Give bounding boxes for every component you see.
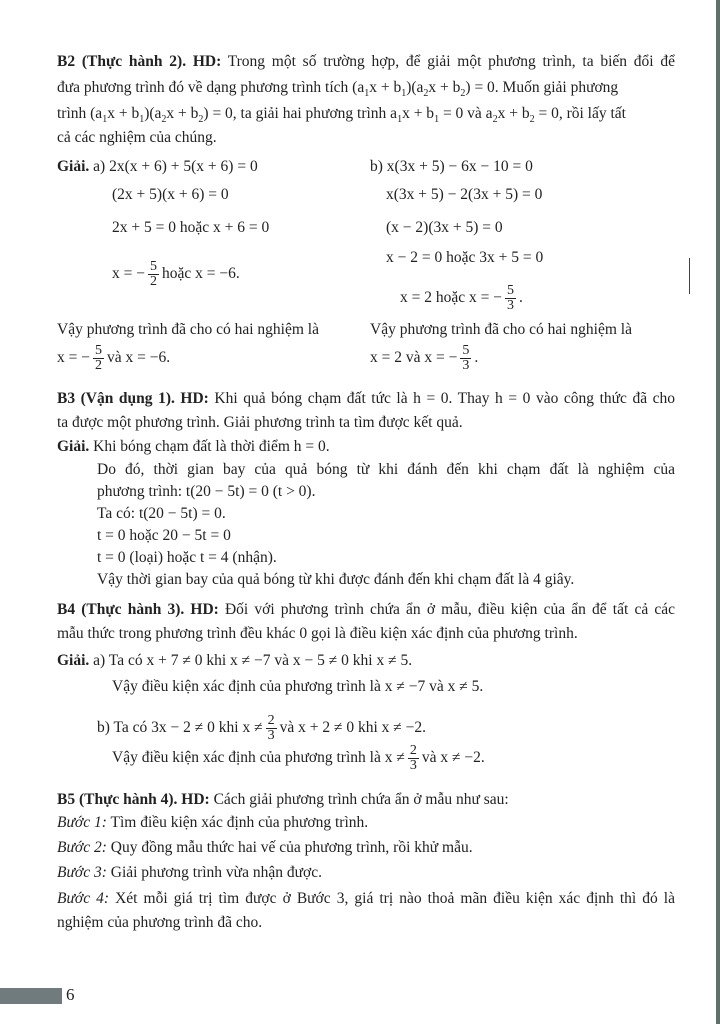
b2-line-2: đưa phương trình đó về dạng phương trình tích $(a_1x + b_1)(a_2x + b_2) = 0$. Muốn giải phương: [57, 79, 619, 100]
b3-solution-line-2: Do đó, thời gian bay của quả bóng từ khi đánh đến khi chạm đất là nghiệm của: [97, 461, 675, 478]
b5-line-1: B5 (Thực hành 4). HD: Cách giải phương trình chứa ẩn ở mẫu như sau:: [57, 791, 509, 808]
b3-solution-line-6: t = 0 (loại) hoặc t = 4 (nhận).: [97, 549, 277, 566]
b2-conclusion-b-line-1: Vậy phương trình đã cho có hai nghiệm là: [370, 321, 632, 338]
b3-heading: B3 (Vận dụng 1). HD:: [57, 390, 209, 407]
b3-solution-line-3: phương trình: t(20 − 5t) = 0 (t > 0).: [97, 483, 316, 500]
fraction: $\frac{2}{3}$: [409, 742, 417, 773]
b2-solution-b-line-2: x(3x + 5) − 2(3x + 5) = 0: [386, 186, 543, 203]
fraction: $\frac{5}{3}$: [462, 342, 470, 373]
fraction: $\frac{5}{2}$: [149, 258, 157, 289]
footer-decor-bar: [0, 988, 62, 1004]
b4-solution-b-line-1: b) Ta có 3x − 2 ≠ 0 khi x ≠ $\frac{2}{3}$ và x + 2 ≠ 0 khi x ≠ −2.: [97, 712, 427, 743]
page-number: 6: [66, 985, 75, 1004]
b3-line-1: B3 (Vận dụng 1). HD: Khi quả bóng chạm đất tức là h = 0. Thay h = 0 vào công thức đã cho: [57, 390, 676, 407]
b2-solution-b-line-5: x = 2 hoặc x = − $\frac{5}{3}$ .: [400, 282, 523, 313]
fraction: $\frac{2}{3}$: [267, 712, 275, 743]
b2-solution-a-line-2: (2x + 5)(x + 6) = 0: [112, 186, 229, 203]
b4-line-1: B4 (Thực hành 3). HD: Đối với phương trình chứa ẩn ở mẫu, điều kiện của ẩn để tất cả các: [57, 601, 675, 618]
solution-label: Giải.: [57, 158, 90, 175]
b4-line-2: mẫu thức trong phương trình đều khác 0 gọi là điều kiện xác định của phương trình.: [57, 625, 578, 642]
b3-solution-line-4: Ta có: t(20 − 5t) = 0.: [97, 505, 226, 522]
b2-conclusion-a-line-2: x = − $\frac{5}{2}$ và x = −6.: [57, 342, 171, 373]
b2-solution-a-line-3: 2x + 5 = 0 hoặc x + 6 = 0: [112, 219, 270, 236]
b3-solution-line-7: Vậy thời gian bay của quả bóng từ khi được đánh đến khi chạm đất là 4 giây.: [97, 571, 575, 588]
margin-mark: [689, 258, 690, 294]
b4-solution-a-line-1: Giải. a) Ta có x + 7 ≠ 0 khi x ≠ −7 và x − 5 ≠ 0 khi x ≠ 5.: [57, 652, 413, 669]
fraction: $\frac{5}{3}$: [506, 282, 514, 313]
b2-conclusion-b-line-2: x = 2 và x = − $\frac{5}{3}$ .: [370, 342, 479, 373]
b5-heading: B5 (Thực hành 4). HD:: [57, 791, 210, 808]
b2-solution-b-line-1: b) x(3x + 5) − 6x − 10 = 0: [370, 158, 533, 175]
solution-label: Giải.: [57, 652, 90, 669]
b2-solution-b-line-3: (x − 2)(3x + 5) = 0: [386, 219, 503, 236]
b2-line-1: B2 (Thực hành 2). HD: Trong một số trường hợp, để giải một phương trình, ta biến đổi để: [57, 53, 675, 70]
b5-step-4: Bước 4: Xét mỗi giá trị tìm được ở Bước 3, giá trị nào thoả mãn điều kiện xác định thì đó là: [57, 890, 675, 907]
solution-label: Giải.: [57, 438, 90, 455]
b2-conclusion-a-line-1: Vậy phương trình đã cho có hai nghiệm là: [57, 321, 319, 338]
b2-solution-b-line-4: x − 2 = 0 hoặc 3x + 5 = 0: [386, 249, 544, 266]
b3-line-2: ta được một phương trình. Giải phương trình ta tìm được kết quả.: [57, 414, 463, 431]
b3-solution-line-5: t = 0 hoặc 20 − 5t = 0: [97, 527, 231, 544]
b4-solution-b-line-2: Vậy điều kiện xác định của phương trình là x ≠ $\frac{2}{3}$ và x ≠ −2.: [112, 742, 485, 773]
b2-line-3: trình $(a_1x + b_1)(a_2x + b_2) = 0$, ta giải hai phương trình $a_1x + b_1 = 0$ và $a_2x + b_2 = 0$, rồi lấy tất: [57, 105, 626, 126]
b3-solution-line-1: Giải. Khi bóng chạm đất là thời điểm h = 0.: [57, 438, 330, 455]
page-edge: [716, 0, 720, 1024]
b5-step-3: Bước 3: Giải phương trình vừa nhận được.: [57, 864, 322, 881]
b2-line-4: cả các nghiệm của chúng.: [57, 129, 217, 146]
b5-step-2: Bước 2: Quy đồng mẫu thức hai vế của phương trình, rồi khử mẫu.: [57, 839, 473, 856]
b4-solution-a-line-2: Vậy điều kiện xác định của phương trình là x ≠ −7 và x ≠ 5.: [112, 678, 484, 695]
fraction: $\frac{5}{2}$: [94, 342, 102, 373]
b5-step-4-cont: nghiệm của phương trình đã cho.: [57, 914, 263, 931]
b2-solution-a-line-4: x = − $\frac{5}{2}$ hoặc x = −6.: [112, 258, 240, 289]
b2-solution-a-line-1: Giải. a) 2x(x + 6) + 5(x + 6) = 0: [57, 158, 258, 175]
b5-step-1: Bước 1: Tìm điều kiện xác định của phương trình.: [57, 814, 369, 831]
b2-heading: B2 (Thực hành 2). HD:: [57, 53, 222, 70]
b4-heading: B4 (Thực hành 3). HD:: [57, 601, 219, 618]
